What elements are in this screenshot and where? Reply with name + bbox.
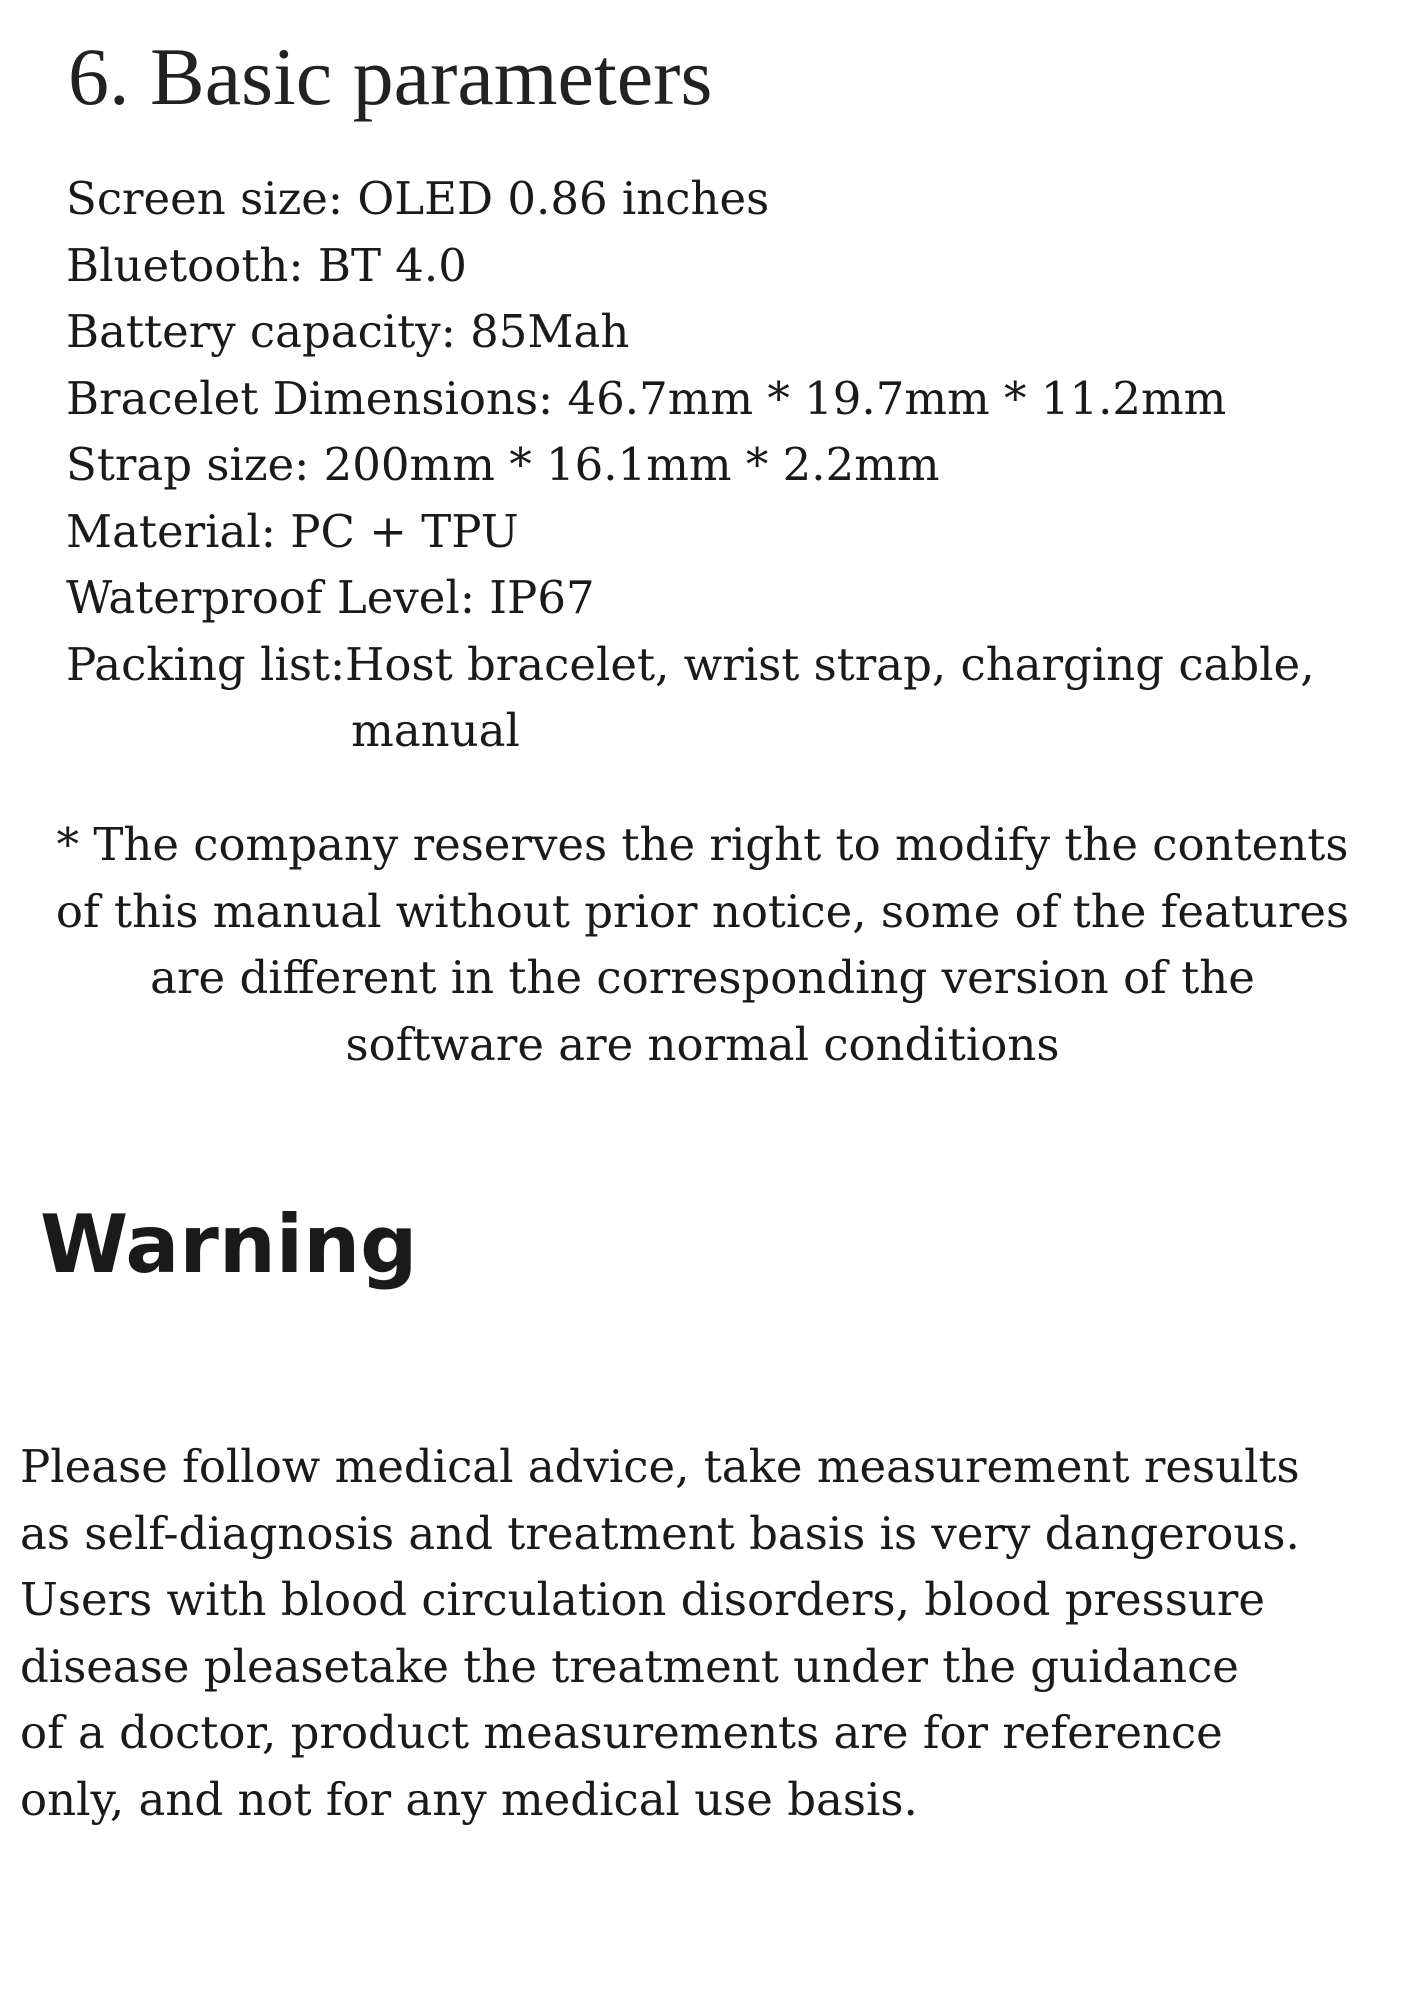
warning-line: Users with blood circulation disorders, blood pressure (20, 1573, 1265, 1626)
strap-size-item: Strap size: 200mm * 16.1mm * 2.2mm (66, 438, 940, 491)
packing-list-line: Host bracelet, wrist strap, charging cable, (345, 637, 1315, 691)
notice-line: software are normal conditions (345, 1017, 1060, 1071)
packing-list-label: Packing list: (66, 637, 346, 691)
warning-line: of a doctor, product measurements are for reference (20, 1706, 1223, 1759)
warning-line: Please follow medical advice, take measurement results (20, 1440, 1300, 1493)
battery-item: Battery capacity: 85Mah (66, 305, 630, 358)
warning-line: disease pleasetake the treatment under the guidance (20, 1639, 1239, 1693)
parameters-list (66, 166, 1315, 765)
warning-line: only, and not for any medical use basis. (20, 1772, 918, 1826)
material-item: Material: PC + TPU (66, 504, 519, 558)
warning-heading: Warning (40, 1198, 418, 1291)
bracelet-dimensions-item: Bracelet Dimensions: 46.7mm * 19.7mm * 11.2mm (66, 371, 1227, 425)
packing-list-item (66, 632, 1315, 765)
warning-text (20, 1434, 1300, 1833)
notice-line: * The company reserves the right to modify the contents (56, 818, 1349, 871)
notice-line: are different in the corresponding version of the (150, 951, 1255, 1004)
screen-size-item: Screen size: OLED 0.86 inches (66, 172, 770, 225)
notice-line: of this manual without prior notice, some of the features (55, 884, 1350, 938)
disclaimer-notice (0, 812, 1405, 1078)
waterproof-item: Waterproof Level: IP67 (66, 571, 595, 624)
packing-list-line: manual (351, 704, 520, 757)
warning-line: as self-diagnosis and treatment basis is very dangerous. (20, 1506, 1300, 1560)
section-title: 6. Basic parameters (68, 31, 713, 122)
packing-list-value (345, 632, 1314, 765)
bluetooth-item: Bluetooth: BT 4.0 (66, 238, 467, 292)
